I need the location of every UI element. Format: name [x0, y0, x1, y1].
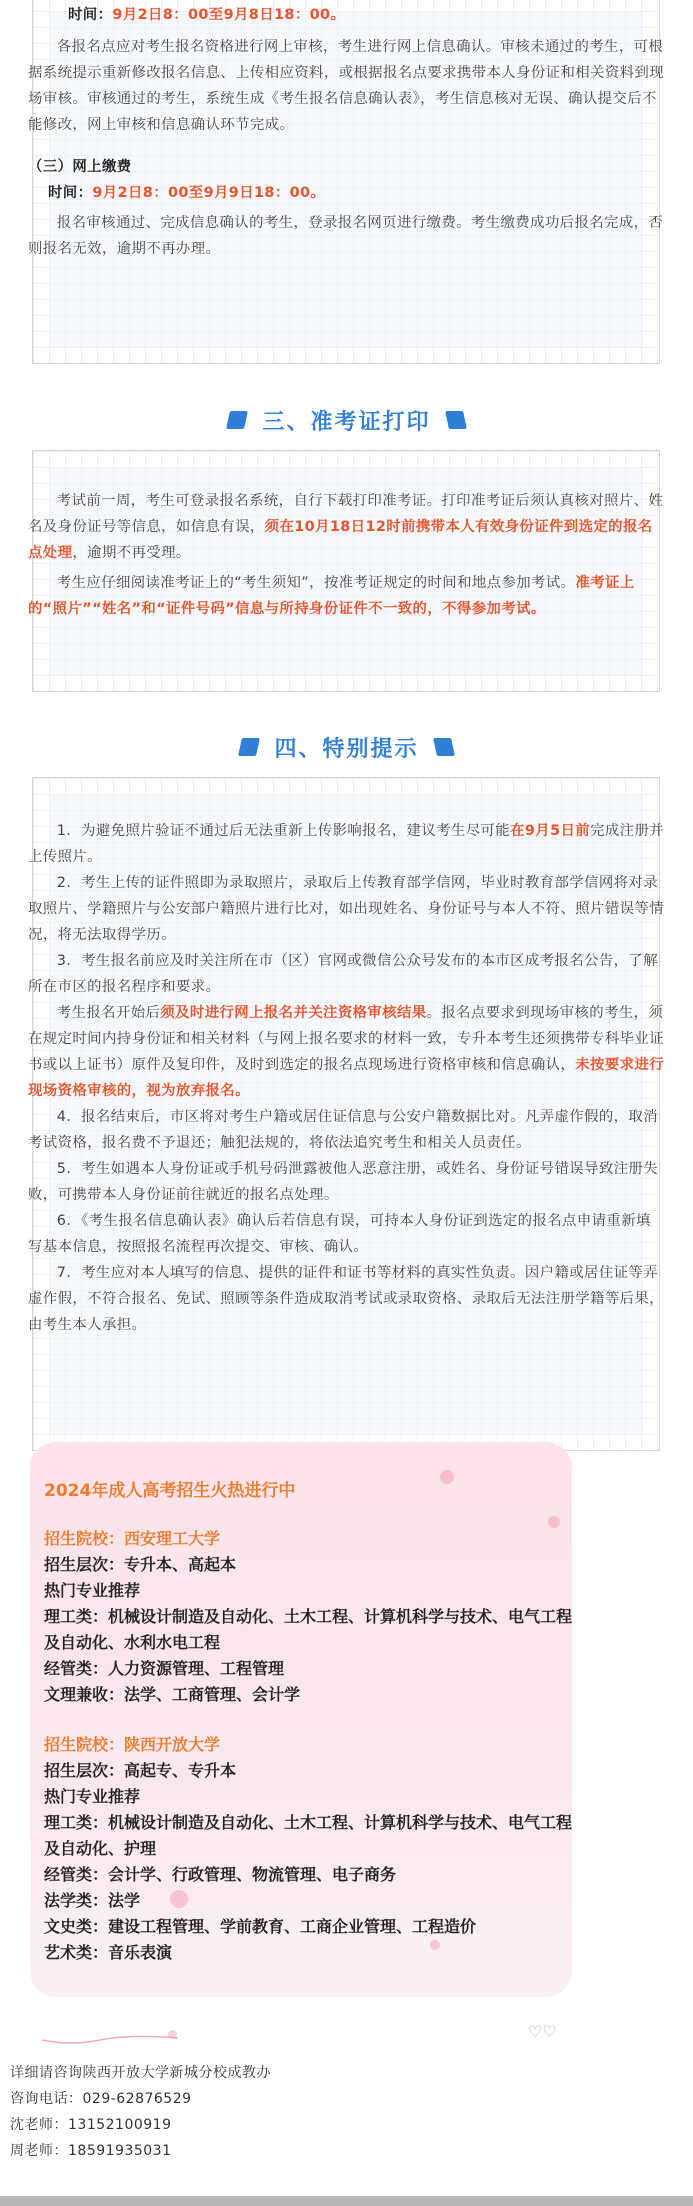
review-paragraph: 各报名点应对考生报名资格进行网上审核，考生进行网上信息确认。审核未通过的考生，可根据系统提示重新修改报名信息、上传相应资料，或根据报名点要求携带本人身份证和相关资料到现场审核。审核通过的考生，系统生成《考生报名信息确认表》，考生信息核对无误、确认提交后不能修改，网上审核和信息确认环节完成。	[28, 39, 664, 133]
contact-teacher-shen: 沈老师：13152100919	[10, 2117, 172, 2133]
payment-paragraph: 报名审核通过、完成信息确认的考生，登录报名网页进行缴费。考生缴费成功后报名完成，否则报名无效，逾期不再办理。	[28, 215, 664, 257]
admission-ticket-text	[28, 488, 665, 622]
school-1	[44, 1526, 584, 1552]
flag-icon	[239, 738, 261, 756]
ticket-deadline: 须在10月18日12时前携带本人有效身份证件到选定的报名点处理	[28, 519, 653, 561]
flag-icon	[445, 411, 467, 429]
school-2-hot: 热门专业推荐	[44, 1787, 141, 1806]
ticket-text: 考试前一周，考生可登录报名系统，自行下载打印准考证。打印准考证后须认真核对照片、姓名及身份证号等信息，如信息有误，	[28, 493, 664, 535]
payment-subheading: （三）网上缴费	[28, 159, 132, 175]
school-2-econ: 经管类：会计学、行政管理、物流管理、电子商务	[44, 1865, 397, 1884]
note-3b	[28, 1000, 665, 1104]
section-heading-admission-ticket	[0, 400, 693, 440]
promo-text	[44, 1478, 584, 1966]
section-heading-special-notes	[0, 727, 693, 767]
ticket-text: 考生应仔细阅读准考证上的“考生须知”，按准考证规定的时间和地点参加考试。	[56, 575, 576, 591]
time-value: 9月2日8：00至9月9日18：00。	[92, 185, 326, 201]
note-text: 1．为避免照片验证不通过后无法重新上传影响报名，建议考生尽可能	[56, 823, 511, 839]
school-1-level: 招生层次：专升本、高起本	[44, 1555, 237, 1574]
contact-info	[10, 2060, 610, 2164]
note-4: 4．报名结束后，市区将对考生户籍或居住证信息与公安户籍数据比对。凡弄虚作假的，取消考试资格，报名费不予退还；触犯法规的，将依法追究考生和相关人员责任。	[28, 1109, 658, 1151]
time-label: 时间：	[48, 185, 93, 201]
note-5: 5．考生如遇本人身份证或手机号码泄露被他人恶意注册，或姓名、身份证号错误导致注册失败，可携带本人身份证前往就近的报名点处理。	[28, 1161, 658, 1203]
spacer	[44, 1708, 584, 1732]
swirl-decoration	[40, 2032, 180, 2046]
school-name: 陕西开放大学	[124, 1735, 221, 1754]
contact-line-1: 详细请咨询陕西开放大学新城分校成教办	[10, 2065, 271, 2081]
ticket-text: ，逾期不再受理。	[72, 545, 191, 561]
time-line-1	[28, 2, 665, 28]
school-2-art: 艺术类：音乐表演	[44, 1943, 173, 1962]
section-title: 三、准考证打印	[262, 409, 431, 435]
contact-phone: 咨询电话：029-62876529	[10, 2091, 192, 2107]
special-notes-text	[28, 818, 665, 1338]
note-2: 2．考生上传的证件照即为录取照片，录取后上传教育部学信网，毕业时教育部学信网将对录取照片、学籍照片与公安部户籍照片进行比对，如出现姓名、身份证号与本人不符、照片错误等情况，将无法取得学历。	[28, 875, 664, 943]
school-1-arts: 文理兼收：法学、工商管理、会计学	[44, 1685, 301, 1704]
ticket-warning: 准考证上的“照片”“姓名”和“证件号码”信息与所持身份证件不一致的，不得参加考试。	[28, 575, 635, 617]
bottom-image-edge	[0, 2196, 693, 2206]
school-2-sci: 理工类：机械设计制造及自动化、土木工程、计算机科学与技术、电气工程及自动化、护理	[44, 1813, 573, 1858]
note-text: 。报名点要求到现场审核的考生，须在规定时间内持身份证和相关材料（与网上报名要求的材料一致，专升本考生还须携带专科毕业证书或以上证书）原件及复印件，及时到选定的报名点现场进行资格审核和信息确认，	[28, 1005, 664, 1073]
school-label: 招生院校：	[44, 1529, 125, 1548]
ticket-paragraph-1	[28, 488, 665, 566]
section-title: 四、特别提示	[274, 736, 419, 762]
school-2-hist: 文史类：建设工程管理、学前教育、工商企业管理、工程造价	[44, 1917, 477, 1936]
time-value: 9月2日8：00至9月8日18：00。	[112, 7, 346, 23]
note-highlight: 未按要求进行现场资格审核的，视为放弃报名。	[28, 1057, 665, 1099]
school-1-econ: 经管类：人力资源管理、工程管理	[44, 1659, 285, 1678]
school-1-sci: 理工类：机械设计制造及自动化、土木工程、计算机科学与技术、电气工程及自动化、水利水电工程	[44, 1607, 573, 1652]
contact-teacher-zhou: 周老师：18591935031	[10, 2143, 172, 2159]
ticket-paragraph-2	[28, 570, 665, 622]
promo-headline: 2024年成人高考招生火热进行中	[44, 1481, 296, 1501]
note-text: 完成注册并上传照片。	[28, 823, 665, 865]
school-1-hot: 热门专业推荐	[44, 1581, 141, 1600]
note-1	[28, 818, 665, 870]
flag-icon	[227, 411, 249, 429]
school-2	[44, 1732, 584, 1758]
note-highlight: 须及时进行网上报名并关注资格审核结果	[160, 1005, 427, 1021]
time-label: 时间：	[68, 7, 113, 23]
school-label: 招生院校：	[44, 1735, 125, 1754]
flag-icon	[433, 738, 455, 756]
note-6: 6．《考生报名信息确认表》确认后若信息有误，可持本人身份证到选定的报名点申请重新填写基本信息，按照报名流程再次提交、审核、确认。	[28, 1213, 651, 1255]
school-name: 西安理工大学	[124, 1529, 221, 1548]
heart-icon: ♡♡	[528, 2022, 557, 2041]
registration-text	[28, 2, 665, 262]
note-7: 7．考生应对本人填写的信息、提供的证件和证书等材料的真实性负责。因户籍或居住证等弄虚作假，不符合报名、免试、照顾等条件造成取消考试或录取资格、录取后无法注册学籍等后果，由考生本人承担。	[28, 1265, 664, 1333]
note-text: 考生报名开始后	[56, 1005, 161, 1021]
time-line-2	[28, 180, 665, 206]
school-2-law: 法学类：法学	[44, 1891, 141, 1910]
school-2-level: 招生层次：高起专、专升本	[44, 1761, 237, 1780]
note-deadline: 在9月5日前	[510, 823, 591, 839]
note-3: 3．考生报名前应及时关注所在市（区）官网或微信公众号发布的本市区成考报名公告，了解所在市区的报名程序和要求。	[28, 953, 658, 995]
